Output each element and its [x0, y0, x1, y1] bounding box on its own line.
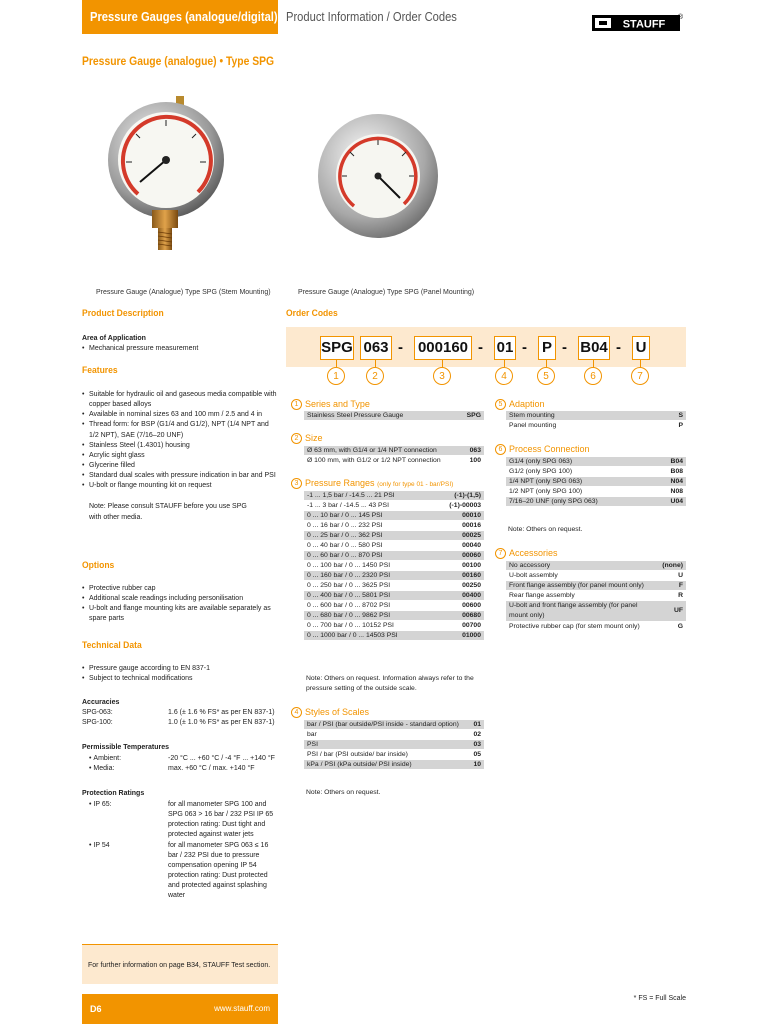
page-subtitle: Product Information / Order Codes [286, 9, 457, 24]
panel-mount-caption: Pressure Gauge (Analogue) Type SPG (Panel Mounting) [298, 289, 475, 296]
temperature-key: • Ambient: [89, 755, 122, 762]
temperature-key: • Media: [89, 765, 115, 773]
technical-data-list [82, 664, 278, 684]
stem-mount-caption: Pressure Gauge (Analogue) Type SPG (Stem Mounting) [96, 289, 271, 296]
features-note: Note: Please consult STAUFF before you use SPG with other media. [89, 503, 247, 521]
marker-circle-6: 6 [584, 367, 602, 385]
list-item: • Mechanical pressure measurement [82, 344, 278, 354]
marker-circle-7: 7 [631, 367, 649, 385]
series-table [304, 411, 484, 421]
temperature-value: max. +60 °C / max. +140 °F [168, 765, 255, 773]
series-heading: 1 Series and Type [291, 399, 370, 411]
scales-table [304, 720, 484, 770]
accuracies-heading: Accuracies [82, 699, 120, 706]
list-item: • U-bolt or flange mounting kit on request [82, 481, 278, 491]
code-segment-size: 063 [360, 336, 392, 360]
code-segment-accessory: U [632, 336, 650, 360]
code-segment-scale: 01 [494, 336, 516, 360]
table-row: No accessory (none) [506, 561, 686, 571]
info-box: For further information on page B34, STAUFF Test section. [82, 944, 278, 984]
list-item: • Acrylic sight glass [82, 451, 278, 461]
page-title: Pressure Gauge (analogue) • Type SPG [82, 56, 275, 68]
list-item: • Suitable for hydraulic oil and gaseous media compatible with copper based alloys [82, 390, 278, 410]
process-heading: 6 Process Connection [495, 444, 590, 456]
stem-mount-gauge-image [100, 96, 230, 256]
table-row: 0 ... 100 bar / 0 ... 1450 PSI 00100 [304, 561, 484, 571]
marker-circle-4: 4 [495, 367, 513, 385]
temperature-value: -20 °C ... +60 °C / -4 °F ... +140 °F [168, 755, 275, 762]
table-row: 0 ... 400 bar / 0 ... 5801 PSI 00400 [304, 591, 484, 601]
marker-circle-3: 3 [433, 367, 451, 385]
website-link[interactable]: www.stauff.com [214, 1004, 270, 1013]
accuracy-key: SPG-100: [82, 719, 113, 727]
table-row: 0 ... 25 bar / 0 ... 362 PSI 00025 [304, 531, 484, 541]
stauff-logo [592, 12, 684, 34]
accessories-table [506, 561, 686, 632]
table-row: 7/16–20 UNF (only SPG 063) U04 [506, 497, 686, 507]
table-row: 0 ... 1000 bar / 0 ... 14503 PSI 01000 [304, 631, 484, 641]
process-table [506, 457, 686, 507]
table-row: 0 ... 10 bar / 0 ... 145 PSI 00010 [304, 511, 484, 521]
temperatures-table [82, 754, 278, 774]
marker-circle-1: 1 [327, 367, 345, 385]
table-row: kPa / PSI (kPa outside/ PSI inside) 10 [304, 760, 484, 770]
accuracy-key: SPG-063: [82, 709, 113, 716]
features-heading: Features [82, 365, 118, 376]
connector-line [442, 360, 443, 367]
code-dash: - [398, 339, 403, 356]
ranges-table [304, 491, 484, 641]
table-row: U-bolt assembly U [506, 571, 686, 581]
ranges-heading: 3 Pressure Ranges (only for type 01 - bar/PSI) [291, 478, 453, 490]
table-row: G1/4 (only SPG 063) B04 [506, 457, 686, 467]
table-row: 0 ... 16 bar / 0 ... 232 PSI 00016 [304, 521, 484, 531]
code-dash: - [478, 339, 483, 356]
table-row: Ø 63 mm, with G1/4 or 1/4 NPT connection 063 [304, 446, 484, 456]
table-row: bar 02 [304, 730, 484, 740]
table-row: Stem mounting S [506, 411, 686, 421]
product-description-heading: Product Description [82, 308, 164, 319]
table-row: bar / PSI (bar outside/PSI inside - standard option) 01 [304, 720, 484, 730]
order-codes-heading: Order Codes [286, 308, 338, 319]
table-row: Rear flange assembly R [506, 591, 686, 601]
code-dash: - [562, 339, 567, 356]
process-note: Note: Others on request. [508, 526, 583, 533]
accuracy-value: 1.0 (± 1.0 % FS* as per EN 837-1) [168, 719, 275, 727]
table-row: PSI / bar (PSI outside/ bar inside) 05 [304, 750, 484, 760]
section-title: Pressure Gauges (analogue/digital) [90, 9, 278, 24]
ranges-note: Note: Others on request. Information always refer to the pressure setting of the outside scale. [306, 675, 474, 693]
adaption-table [506, 411, 686, 431]
list-item: • Available in nominal sizes 63 and 100 mm / 2.5 and 4 in [82, 410, 278, 420]
accuracies-table [82, 708, 278, 728]
list-item: • Stainless Steel (1.4301) housing [82, 441, 278, 451]
list-item: • Protective rubber cap [82, 584, 278, 594]
protection-value: for all manometer SPG 063 ≤ 16 bar / 232 PSI due to pressure compensation opening IP 54 protection rating: Dust protected and protected against splashing water [168, 841, 269, 900]
connector-line [593, 360, 594, 367]
logo-text: STAUFF [622, 18, 666, 31]
size-heading: 2 Size [291, 433, 323, 445]
table-row: Ø 100 mm, with G1/2 or 1/2 NPT connection 100 [304, 456, 484, 466]
scales-heading: 4 Styles of Scales [291, 707, 369, 719]
table-row: U-bolt and front flange assembly (for panel mount only) UF [506, 601, 686, 622]
list-item: • Glycerine filled [82, 461, 278, 471]
list-item: • Pressure gauge according to EN 837-1 [82, 664, 278, 674]
logo-registered-mark: ® [677, 14, 683, 21]
scales-note: Note: Others on request. [306, 789, 381, 796]
technical-data-heading: Technical Data [82, 640, 142, 651]
connector-line [546, 360, 547, 367]
table-row: 0 ... 680 bar / 0 ... 9862 PSI 00680 [304, 611, 484, 621]
table-row: 0 ... 250 bar / 0 ... 3625 PSI 00250 [304, 581, 484, 591]
table-row: 1/4 NPT (only SPG 063) N04 [506, 477, 686, 487]
page-number: D6 [90, 1004, 102, 1014]
code-dash: - [616, 339, 621, 356]
table-row: -1 ... 3 bar / -14.5 ... 43 PSI (-1)-00003 [304, 501, 484, 511]
list-item: • Subject to technical modifications [82, 674, 278, 684]
code-segment-range: 000160 [414, 336, 472, 360]
section-band [82, 0, 278, 34]
table-row: 0 ... 60 bar / 0 ... 870 PSI 00060 [304, 551, 484, 561]
table-row: 1/2 NPT (only SPG 100) N08 [506, 487, 686, 497]
options-heading: Options [82, 560, 115, 571]
code-segment-connection: B04 [578, 336, 610, 360]
footer-band [82, 994, 278, 1024]
connector-line [504, 360, 505, 367]
table-row: Protective rubber cap (for stem mount only) G [506, 622, 686, 632]
area-of-application-heading: Area of Application [82, 335, 146, 342]
table-row: 0 ... 700 bar / 0 ... 10152 PSI 00700 [304, 621, 484, 631]
code-dash: - [522, 339, 527, 356]
protection-key: • IP 65: [89, 801, 112, 808]
connector-line [336, 360, 337, 367]
table-row: G1/2 (only SPG 100) B08 [506, 467, 686, 477]
accessories-heading: 7 Accessories [495, 548, 558, 560]
features-list [82, 390, 278, 523]
code-segment-adaption: P [538, 336, 556, 360]
table-row: Stainless Steel Pressure Gauge SPG [304, 411, 484, 421]
protection-heading: Protection Ratings [82, 790, 145, 797]
connector-line [375, 360, 376, 367]
protection-table [82, 800, 278, 901]
marker-circle-2: 2 [366, 367, 384, 385]
list-item: • Thread form: for BSP (G1/4 and G1/2), NPT (1/4 NPT and 1/2 NPT), SAE (7/16–20 UNF) [82, 420, 278, 440]
table-row: PSI 03 [304, 740, 484, 750]
table-row: 0 ... 600 bar / 0 ... 8702 PSI 00600 [304, 601, 484, 611]
list-item: • Additional scale readings including personilisation [82, 594, 278, 604]
table-row: -1 ... 1,5 bar / -14.5 ... 21 PSI (-1)-(1,5) [304, 491, 484, 501]
protection-value: for all manometer SPG 100 and SPG 063 > 16 bar / 232 PSI IP 65 protection rating: Dust tight and protected against water jets [168, 801, 274, 839]
options-list [82, 584, 278, 625]
size-table [304, 446, 484, 466]
table-row: 0 ... 160 bar / 0 ... 2320 PSI 00160 [304, 571, 484, 581]
marker-circle-5: 5 [537, 367, 555, 385]
temperatures-heading: Permissible Temperatures [82, 744, 170, 751]
panel-mount-gauge-image [316, 112, 438, 240]
table-row: Front flange assembly (for panel mount only) F [506, 581, 686, 591]
connector-line [640, 360, 641, 367]
list-item: • Standard dual scales with pressure indication in bar and PSI [82, 471, 278, 481]
accuracy-value: 1.6 (± 1.6 % FS* as per EN 837-1) [168, 709, 275, 716]
list-item: • U-bolt and flange mounting kits are available separately as spare parts [82, 604, 278, 624]
area-of-application-list [82, 344, 278, 354]
protection-key: • IP 54 [89, 841, 110, 849]
adaption-heading: 5 Adaption [495, 399, 545, 411]
code-segment-series: SPG [320, 336, 354, 360]
table-row: 0 ... 40 bar / 0 ... 580 PSI 00040 [304, 541, 484, 551]
full-scale-footnote: * FS = Full Scale [633, 995, 686, 1002]
table-row: Panel mounting P [506, 421, 686, 431]
